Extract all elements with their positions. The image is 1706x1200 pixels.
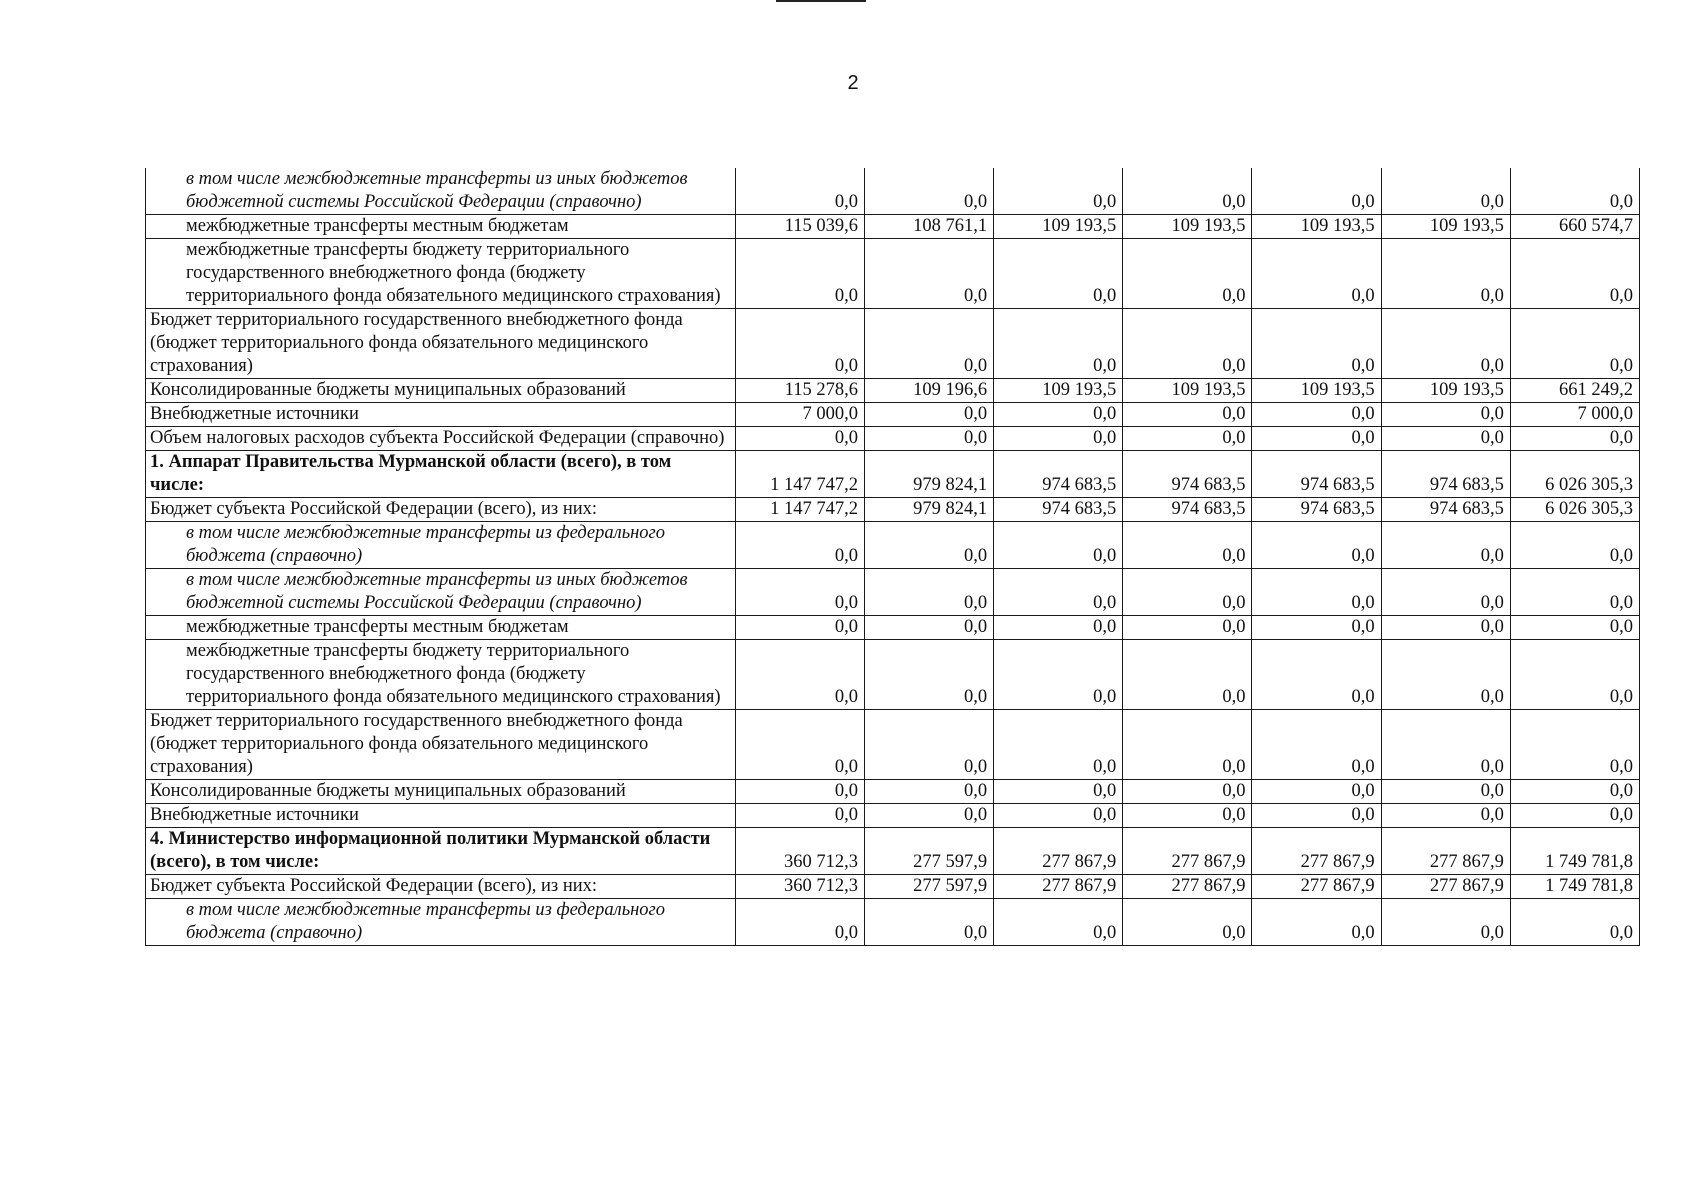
value-cell: 0,0 <box>994 522 1123 569</box>
value-cell: 0,0 <box>1381 569 1510 616</box>
value-cell: 0,0 <box>1123 899 1252 946</box>
value-cell: 0,0 <box>994 427 1123 451</box>
table-row <box>146 498 1640 522</box>
value-cell: 0,0 <box>864 168 993 215</box>
table-row <box>146 215 1640 239</box>
value-cell: 0,0 <box>1123 710 1252 780</box>
value-cell: 0,0 <box>1381 427 1510 451</box>
value-cell: 0,0 <box>1252 168 1381 215</box>
value-cell: 0,0 <box>1123 239 1252 309</box>
value-cell: 974 683,5 <box>994 451 1123 498</box>
value-cell: 0,0 <box>864 239 993 309</box>
value-cell: 7 000,0 <box>1510 403 1639 427</box>
row-label: в том числе межбюджетные трансферты из иных бюджетов бюджетной системы Российской Федерации (справочно) <box>146 569 736 616</box>
row-label: Консолидированные бюджеты муниципальных образований <box>146 379 736 403</box>
table-row <box>146 640 1640 710</box>
value-cell: 0,0 <box>735 640 864 710</box>
value-cell: 0,0 <box>1510 616 1639 640</box>
row-label: межбюджетные трансферты местным бюджетам <box>146 215 736 239</box>
value-cell: 1 749 781,8 <box>1510 875 1639 899</box>
value-cell: 6 026 305,3 <box>1510 498 1639 522</box>
table-row <box>146 451 1640 498</box>
value-cell: 0,0 <box>994 710 1123 780</box>
value-cell: 0,0 <box>1510 427 1639 451</box>
value-cell: 0,0 <box>864 640 993 710</box>
row-label: Объем налоговых расходов субъекта Российской Федерации (справочно) <box>146 427 736 451</box>
value-cell: 0,0 <box>1252 403 1381 427</box>
value-cell: 0,0 <box>735 804 864 828</box>
value-cell: 0,0 <box>994 309 1123 379</box>
value-cell: 0,0 <box>1123 168 1252 215</box>
value-cell: 0,0 <box>1252 522 1381 569</box>
value-cell: 0,0 <box>735 569 864 616</box>
value-cell: 109 193,5 <box>1381 215 1510 239</box>
table-row <box>146 379 1640 403</box>
table-row <box>146 427 1640 451</box>
value-cell: 0,0 <box>1510 168 1639 215</box>
value-cell: 0,0 <box>1123 522 1252 569</box>
value-cell: 0,0 <box>1510 804 1639 828</box>
value-cell: 1 147 747,2 <box>735 498 864 522</box>
top-edge-mark <box>776 0 866 2</box>
row-label: 4. Министерство информационной политики Мурманской области (всего), в том числе: <box>146 828 736 875</box>
row-label: Бюджет территориального государственного внебюджетного фонда (бюджет территориального фонда обязательного медицинского страхования) <box>146 710 736 780</box>
value-cell: 277 867,9 <box>1381 875 1510 899</box>
value-cell: 0,0 <box>864 710 993 780</box>
table-row <box>146 168 1640 215</box>
value-cell: 0,0 <box>1123 804 1252 828</box>
row-label: межбюджетные трансферты местным бюджетам <box>146 616 736 640</box>
value-cell: 0,0 <box>864 427 993 451</box>
budget-table-body <box>146 168 1640 946</box>
value-cell: 0,0 <box>1381 522 1510 569</box>
value-cell: 0,0 <box>1252 569 1381 616</box>
value-cell: 0,0 <box>1381 309 1510 379</box>
value-cell: 974 683,5 <box>1123 451 1252 498</box>
value-cell: 0,0 <box>994 640 1123 710</box>
value-cell: 0,0 <box>864 403 993 427</box>
value-cell: 0,0 <box>864 569 993 616</box>
value-cell: 0,0 <box>735 309 864 379</box>
value-cell: 0,0 <box>735 710 864 780</box>
value-cell: 0,0 <box>994 780 1123 804</box>
value-cell: 277 867,9 <box>1381 828 1510 875</box>
value-cell: 974 683,5 <box>1252 451 1381 498</box>
value-cell: 115 039,6 <box>735 215 864 239</box>
value-cell: 0,0 <box>735 427 864 451</box>
value-cell: 0,0 <box>864 309 993 379</box>
value-cell: 0,0 <box>1510 522 1639 569</box>
value-cell: 0,0 <box>1381 804 1510 828</box>
value-cell: 109 193,5 <box>1252 379 1381 403</box>
value-cell: 0,0 <box>1510 710 1639 780</box>
budget-table <box>145 168 1640 946</box>
row-label: межбюджетные трансферты бюджету территориального государственного внебюджетного фонда (бюджету территориального фонда обязательного медицинского страхования) <box>146 640 736 710</box>
value-cell: 0,0 <box>1123 569 1252 616</box>
row-label: Бюджет субъекта Российской Федерации (всего), из них: <box>146 875 736 899</box>
row-label: Консолидированные бюджеты муниципальных образований <box>146 780 736 804</box>
value-cell: 108 761,1 <box>864 215 993 239</box>
value-cell: 0,0 <box>735 899 864 946</box>
value-cell: 974 683,5 <box>1123 498 1252 522</box>
value-cell: 0,0 <box>1252 427 1381 451</box>
value-cell: 277 867,9 <box>1123 828 1252 875</box>
value-cell: 277 867,9 <box>1252 828 1381 875</box>
value-cell: 0,0 <box>994 168 1123 215</box>
value-cell: 0,0 <box>1381 710 1510 780</box>
value-cell: 0,0 <box>1252 780 1381 804</box>
row-label: в том числе межбюджетные трансферты из федерального бюджета (справочно) <box>146 522 736 569</box>
value-cell: 0,0 <box>1123 640 1252 710</box>
value-cell: 0,0 <box>864 522 993 569</box>
value-cell: 277 867,9 <box>1252 875 1381 899</box>
value-cell: 0,0 <box>735 239 864 309</box>
value-cell: 979 824,1 <box>864 498 993 522</box>
value-cell: 360 712,3 <box>735 828 864 875</box>
value-cell: 974 683,5 <box>1381 451 1510 498</box>
table-row <box>146 616 1640 640</box>
value-cell: 1 749 781,8 <box>1510 828 1639 875</box>
value-cell: 109 193,5 <box>1123 379 1252 403</box>
value-cell: 0,0 <box>1123 427 1252 451</box>
value-cell: 0,0 <box>864 780 993 804</box>
value-cell: 0,0 <box>1123 780 1252 804</box>
table-row <box>146 710 1640 780</box>
value-cell: 109 196,6 <box>864 379 993 403</box>
value-cell: 0,0 <box>994 616 1123 640</box>
value-cell: 6 026 305,3 <box>1510 451 1639 498</box>
table-row <box>146 522 1640 569</box>
value-cell: 0,0 <box>994 804 1123 828</box>
row-label: Бюджет субъекта Российской Федерации (всего), из них: <box>146 498 736 522</box>
value-cell: 0,0 <box>735 168 864 215</box>
value-cell: 0,0 <box>1510 239 1639 309</box>
value-cell: 1 147 747,2 <box>735 451 864 498</box>
value-cell: 0,0 <box>1381 239 1510 309</box>
value-cell: 277 597,9 <box>864 828 993 875</box>
value-cell: 0,0 <box>1381 403 1510 427</box>
value-cell: 660 574,7 <box>1510 215 1639 239</box>
value-cell: 0,0 <box>1252 309 1381 379</box>
value-cell: 7 000,0 <box>735 403 864 427</box>
value-cell: 0,0 <box>1381 899 1510 946</box>
table-row <box>146 875 1640 899</box>
value-cell: 661 249,2 <box>1510 379 1639 403</box>
value-cell: 974 683,5 <box>1252 498 1381 522</box>
value-cell: 277 597,9 <box>864 875 993 899</box>
value-cell: 109 193,5 <box>1123 215 1252 239</box>
value-cell: 0,0 <box>1510 780 1639 804</box>
value-cell: 0,0 <box>1252 710 1381 780</box>
value-cell: 0,0 <box>1252 640 1381 710</box>
table-row <box>146 239 1640 309</box>
table-row <box>146 403 1640 427</box>
table-row <box>146 569 1640 616</box>
value-cell: 0,0 <box>994 403 1123 427</box>
value-cell: 277 867,9 <box>994 828 1123 875</box>
page-number: 2 <box>847 72 859 94</box>
value-cell: 115 278,6 <box>735 379 864 403</box>
value-cell: 0,0 <box>994 899 1123 946</box>
row-label: Внебюджетные источники <box>146 403 736 427</box>
value-cell: 109 193,5 <box>994 379 1123 403</box>
value-cell: 109 193,5 <box>1252 215 1381 239</box>
value-cell: 277 867,9 <box>994 875 1123 899</box>
value-cell: 0,0 <box>1123 309 1252 379</box>
value-cell: 0,0 <box>864 899 993 946</box>
value-cell: 0,0 <box>864 804 993 828</box>
value-cell: 974 683,5 <box>994 498 1123 522</box>
value-cell: 0,0 <box>1252 804 1381 828</box>
value-cell: 0,0 <box>1252 899 1381 946</box>
value-cell: 0,0 <box>1381 780 1510 804</box>
value-cell: 0,0 <box>1381 168 1510 215</box>
row-label: межбюджетные трансферты бюджету территориального государственного внебюджетного фонда (бюджету территориального фонда обязательного медицинского страхования) <box>146 239 736 309</box>
row-label: Бюджет территориального государственного внебюджетного фонда (бюджет территориального фонда обязательного медицинского страхования) <box>146 309 736 379</box>
value-cell: 0,0 <box>735 616 864 640</box>
table-row <box>146 899 1640 946</box>
table-row <box>146 309 1640 379</box>
table-row <box>146 828 1640 875</box>
value-cell: 0,0 <box>1381 640 1510 710</box>
value-cell: 0,0 <box>1381 616 1510 640</box>
value-cell: 0,0 <box>864 616 993 640</box>
value-cell: 109 193,5 <box>1381 379 1510 403</box>
value-cell: 0,0 <box>735 522 864 569</box>
table-row <box>146 804 1640 828</box>
value-cell: 0,0 <box>1123 616 1252 640</box>
table-row <box>146 780 1640 804</box>
value-cell: 0,0 <box>1510 309 1639 379</box>
value-cell: 0,0 <box>994 239 1123 309</box>
value-cell: 360 712,3 <box>735 875 864 899</box>
value-cell: 0,0 <box>735 780 864 804</box>
value-cell: 0,0 <box>1510 899 1639 946</box>
value-cell: 277 867,9 <box>1123 875 1252 899</box>
value-cell: 974 683,5 <box>1381 498 1510 522</box>
row-label: в том числе межбюджетные трансферты из иных бюджетов бюджетной системы Российской Федерации (справочно) <box>146 168 736 215</box>
value-cell: 0,0 <box>1510 569 1639 616</box>
value-cell: 0,0 <box>1252 239 1381 309</box>
value-cell: 979 824,1 <box>864 451 993 498</box>
row-label: 1. Аппарат Правительства Мурманской области (всего), в том числе: <box>146 451 736 498</box>
value-cell: 0,0 <box>994 569 1123 616</box>
value-cell: 109 193,5 <box>994 215 1123 239</box>
row-label: Внебюджетные источники <box>146 804 736 828</box>
value-cell: 0,0 <box>1252 616 1381 640</box>
value-cell: 0,0 <box>1510 640 1639 710</box>
value-cell: 0,0 <box>1123 403 1252 427</box>
row-label: в том числе межбюджетные трансферты из федерального бюджета (справочно) <box>146 899 736 946</box>
